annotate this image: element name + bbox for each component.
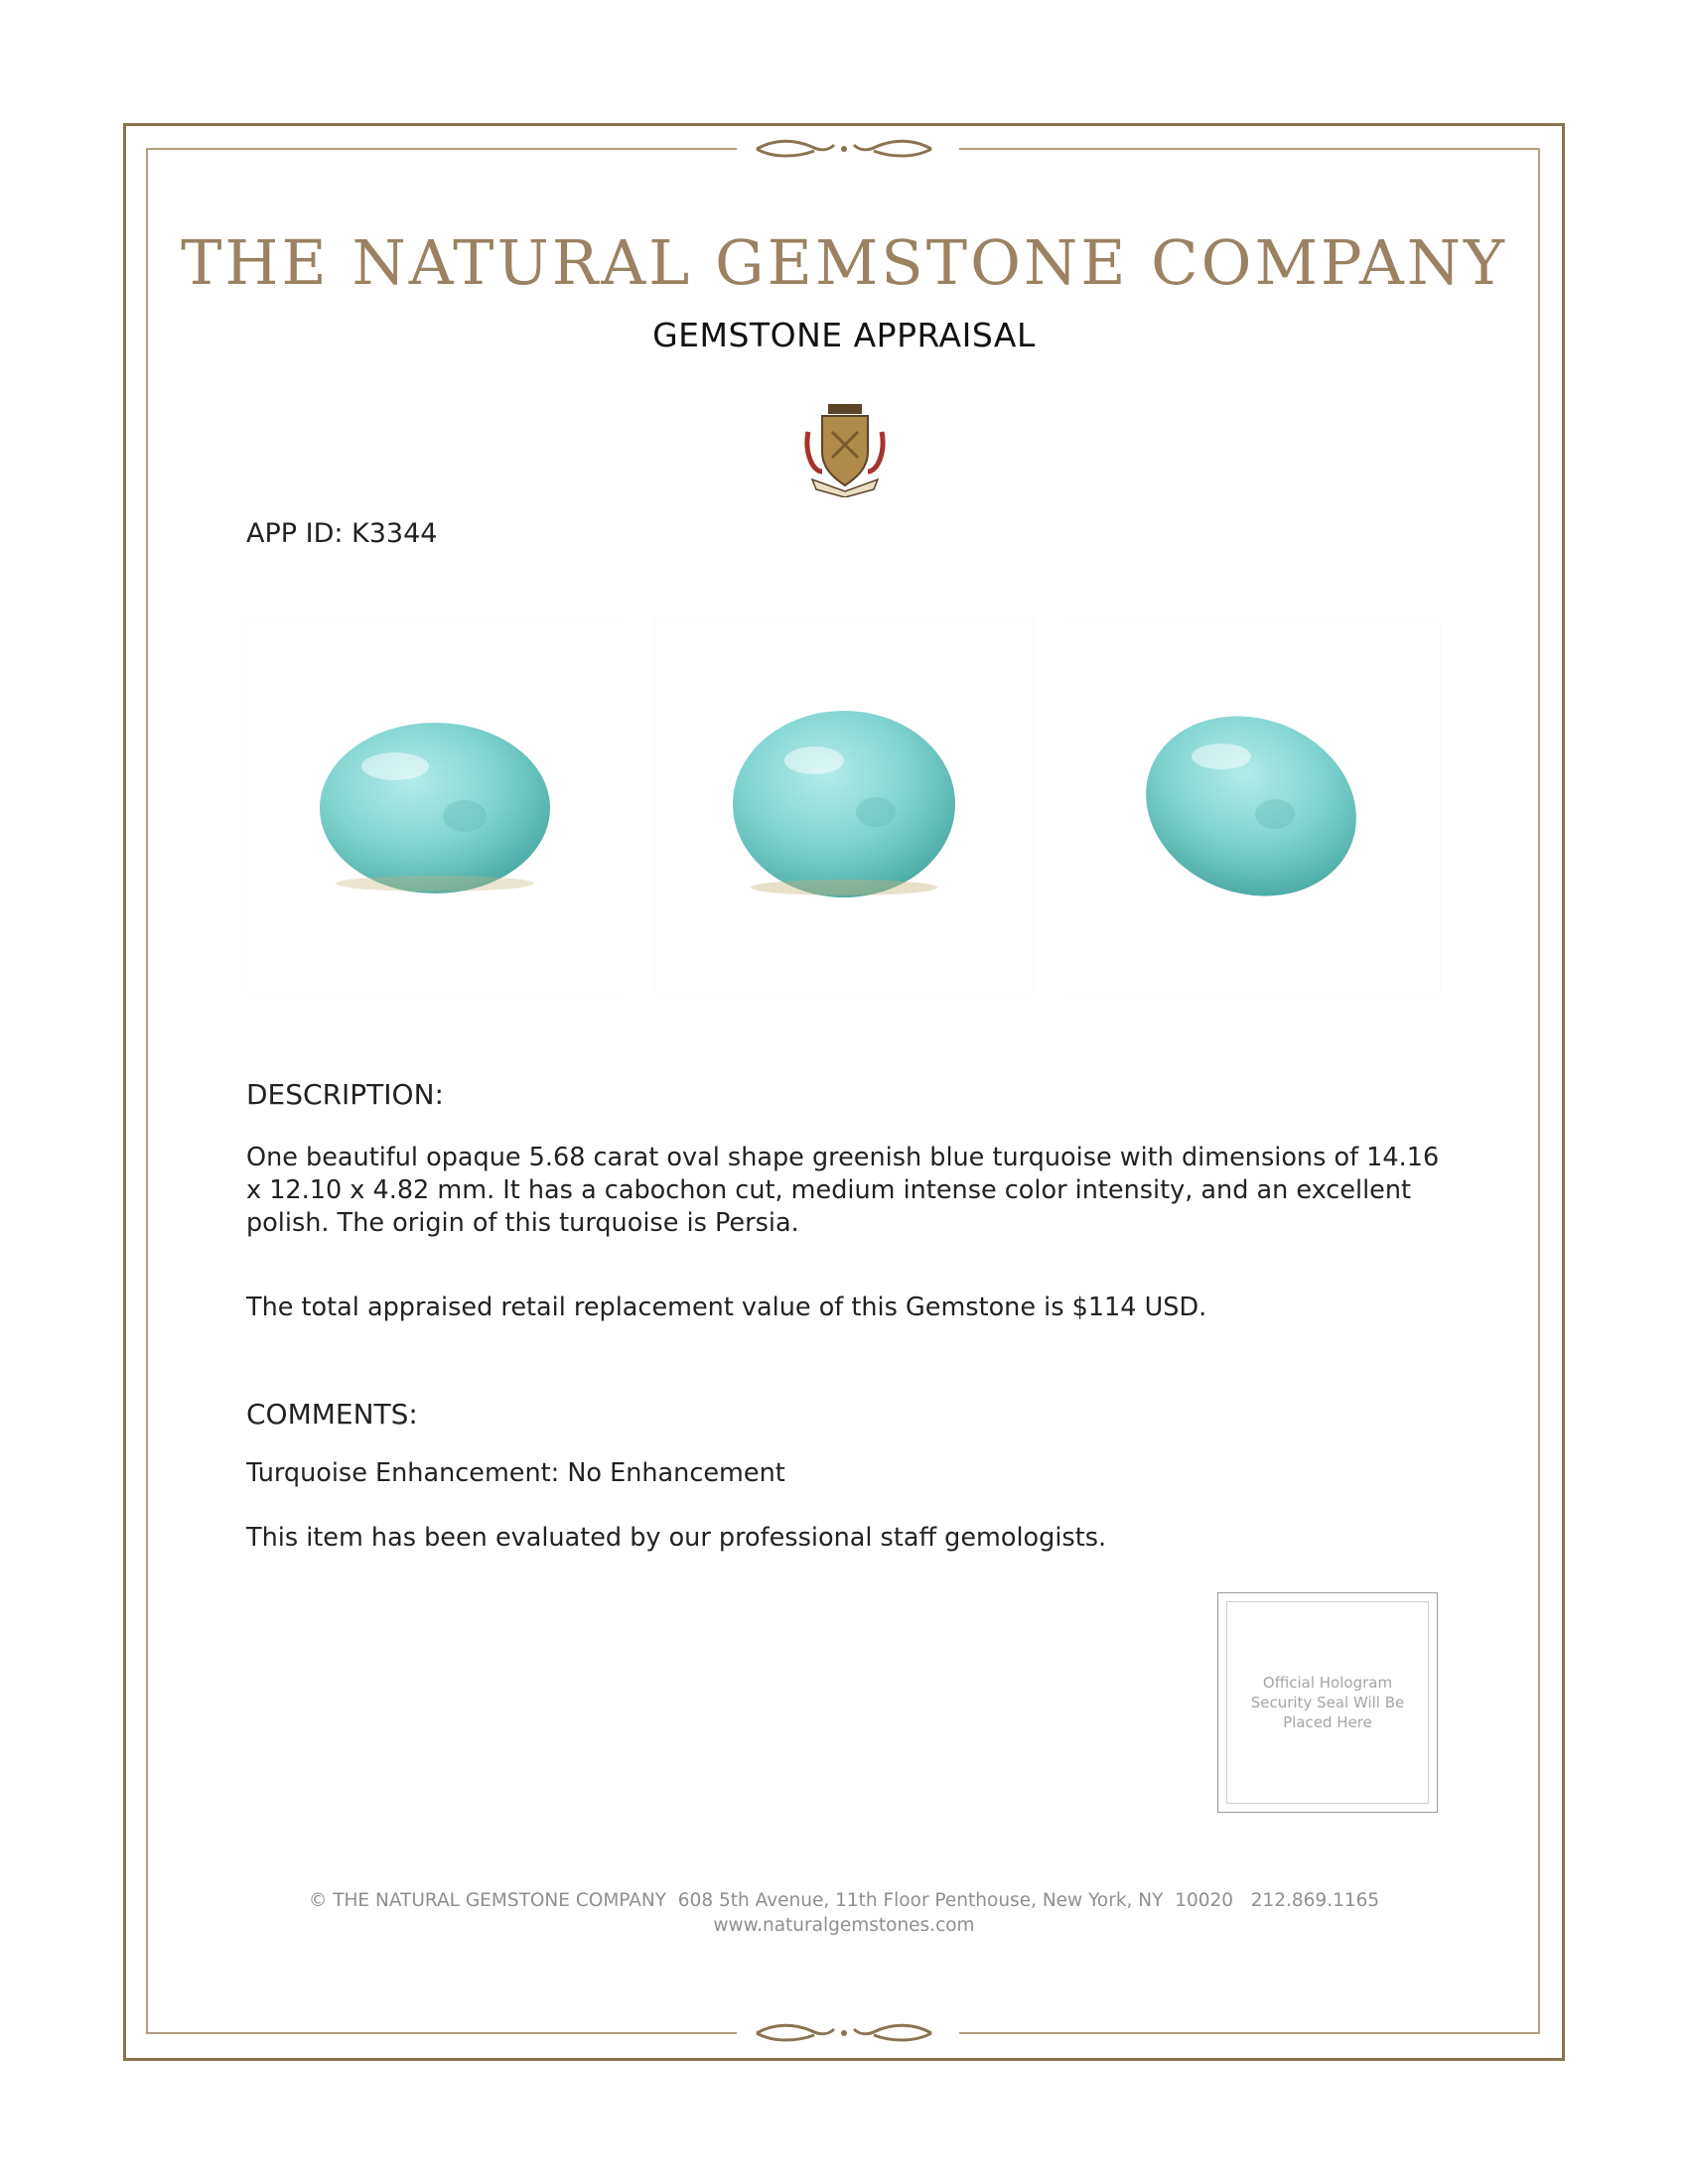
inner-border-left bbox=[146, 148, 148, 2034]
hologram-seal-box bbox=[1217, 1592, 1438, 1813]
footer-website[interactable]: www.naturalgemstones.com bbox=[713, 1915, 975, 1936]
bottom-ornament-icon bbox=[755, 2021, 933, 2045]
inner-border-bottom-left bbox=[146, 2032, 737, 2034]
footer-address: © THE NATURAL GEMSTONE COMPANY 608 5th Avenue, 11th Floor Penthouse, New York, NY 10020 212.869.1165 bbox=[308, 1890, 1380, 1911]
app-id: APP ID: K3344 bbox=[246, 518, 438, 549]
hologram-seal-inner bbox=[1226, 1601, 1429, 1804]
gemstone-photo-1 bbox=[246, 617, 624, 995]
description-heading: DESCRIPTION: bbox=[246, 1078, 444, 1111]
comments-heading: COMMENTS: bbox=[246, 1398, 418, 1431]
gemstone-photo-2 bbox=[655, 617, 1033, 995]
document-title: GEMSTONE APPRAISAL bbox=[652, 316, 1036, 354]
enhancement-text: Turquoise Enhancement: No Enhancement bbox=[246, 1458, 785, 1488]
inner-border-top-left bbox=[146, 148, 737, 150]
hologram-seal-text: Official Hologram Security Seal Will Be Placed Here bbox=[1250, 1674, 1405, 1731]
shield-crest-icon bbox=[802, 402, 888, 497]
inner-border-right bbox=[1538, 148, 1540, 2034]
company-name: THE NATURAL GEMSTONE COMPANY bbox=[181, 226, 1507, 299]
description-text: One beautiful opaque 5.68 carat oval shape greenish blue turquoise with dimensions of 14.16 x 12.10 x 4.82 mm. It has a cabochon cut, medium intense color intensity, and an excellent polish. The origin of this turquoise is Persia. bbox=[246, 1143, 1440, 1238]
inner-border-bottom-right bbox=[959, 2032, 1540, 2034]
top-ornament-icon bbox=[755, 137, 933, 161]
evaluation-text: This item has been evaluated by our professional staff gemologists. bbox=[246, 1523, 1107, 1553]
gemstone-photo-3 bbox=[1062, 617, 1440, 995]
appraised-value-text: The total appraised retail replacement value of this Gemstone is $114 USD. bbox=[246, 1293, 1207, 1322]
inner-border-top-right bbox=[959, 148, 1540, 150]
